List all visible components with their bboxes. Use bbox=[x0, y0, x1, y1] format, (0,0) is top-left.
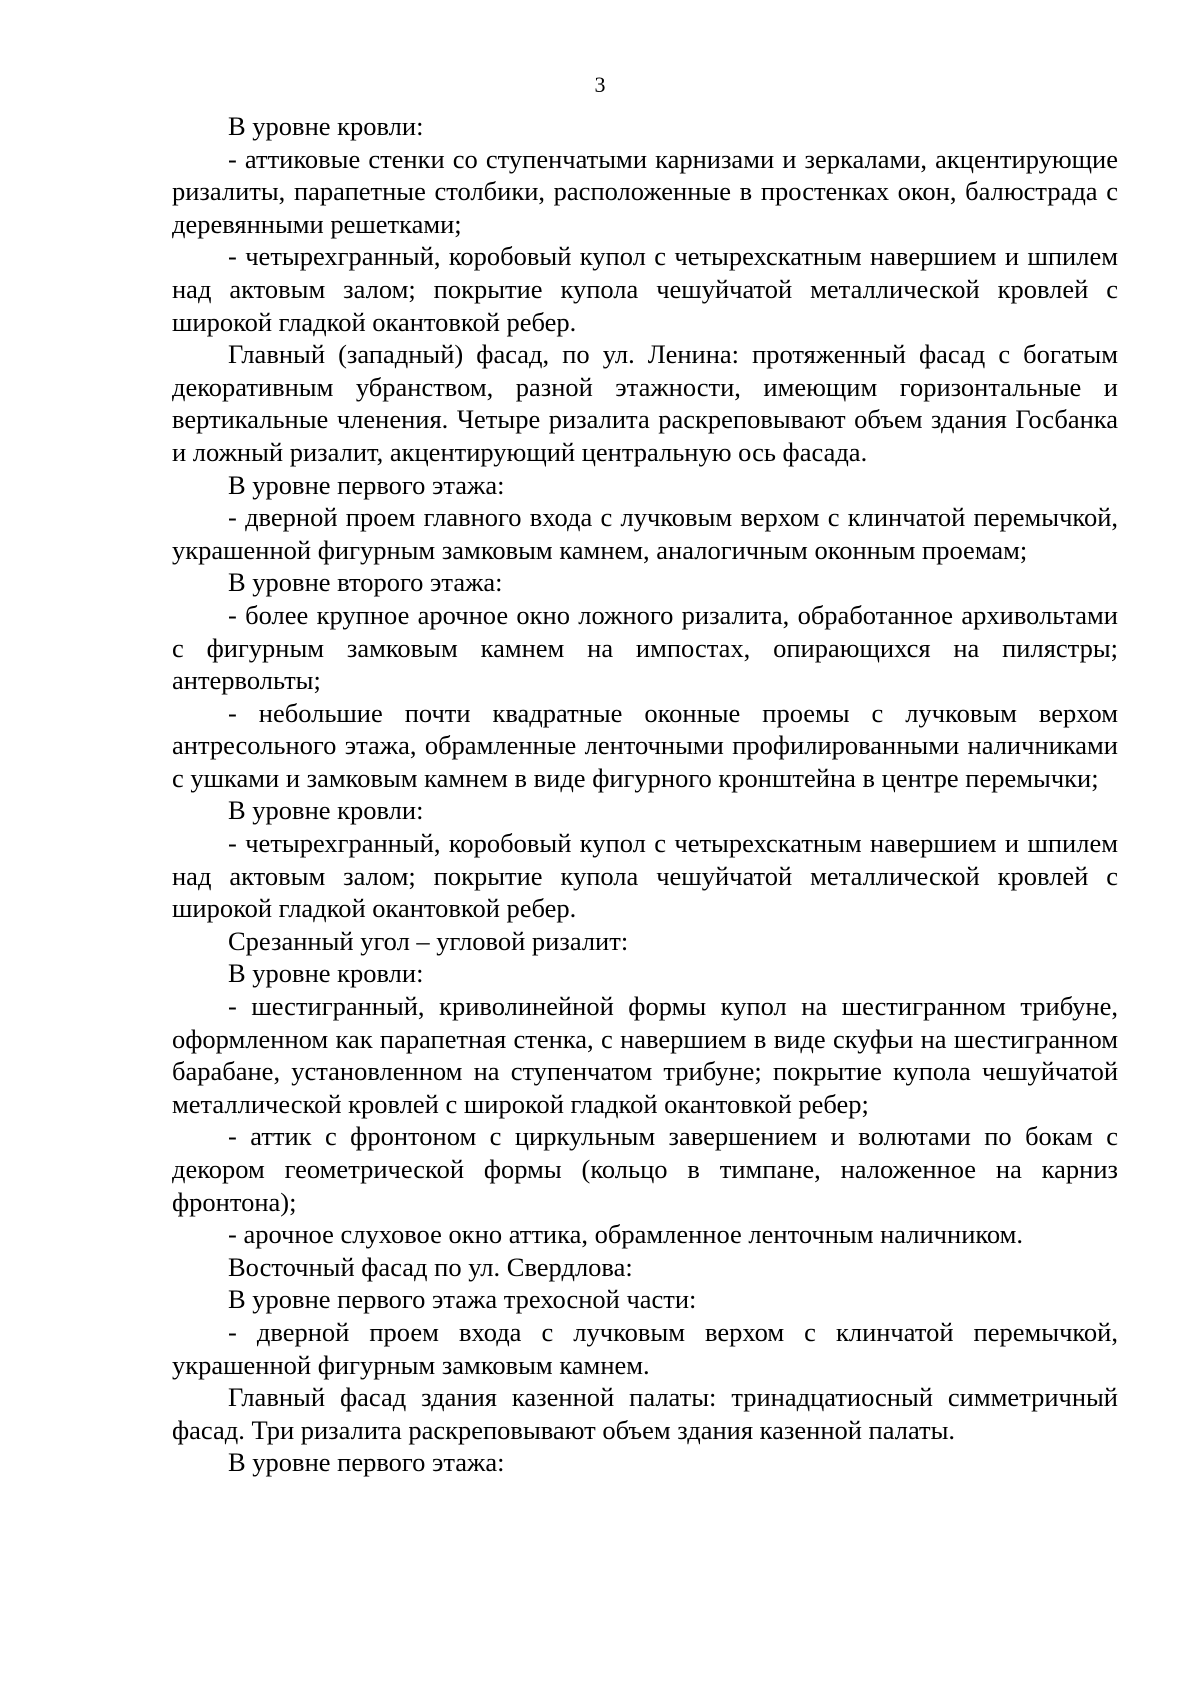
paragraph: В уровне кровли: bbox=[228, 958, 424, 989]
paragraph: В уровне первого этажа: bbox=[228, 469, 505, 500]
paragraph: В уровне второго этажа: bbox=[228, 567, 503, 598]
paragraph: В уровне кровли: bbox=[228, 795, 424, 826]
paragraph: Восточный фасад по ул. Свердлова: bbox=[228, 1251, 633, 1282]
paragraph: Главный (западный) фасад, по ул. Ленина: протяженный фасад с богатым декоративным убранством, разной этажности, имеющим горизонтальные и вертикальные членения. Четыре ризалита раскреповывают объем здания Госбанка и ложный ризалит, акцентирующий центральную ось фасада. bbox=[172, 339, 1118, 467]
paragraph: - более крупное арочное окно ложного ризалита, обработанное архивольтами с фигурным замковым камнем на импостах, опирающихся на пилястры; антервольты; bbox=[172, 599, 1118, 696]
paragraph: В уровне первого этажа: bbox=[228, 1447, 505, 1478]
paragraph: Срезанный угол – угловой ризалит: bbox=[228, 925, 629, 956]
document-body bbox=[172, 110, 1118, 1479]
paragraph: Главный фасад здания казенной палаты: тринадцатиосный симметричный фасад. Три ризалита раскреповывают объем здания казенной палаты. bbox=[172, 1382, 1118, 1445]
paragraph: В уровне первого этажа трехосной части: bbox=[228, 1284, 697, 1315]
paragraph: - шестигранный, криволинейной формы купол на шестигранном трибуне, оформленном как парапетная стенка, с навершием в виде скуфьи на шестигранном барабане, установленном на ступенчатом трибуне; покрытие купола чешуйчатой металлической кровлей с широкой гладкой окантовкой ребер; bbox=[172, 991, 1118, 1119]
paragraph: - четырехгранный, коробовый купол с четырехскатным навершием и шпилем над актовым залом; покрытие купола чешуйчатой металлической кровлей с широкой гладкой окантовкой ребер. bbox=[172, 241, 1118, 337]
paragraph: - арочное слуховое окно аттика, обрамленное ленточным наличником. bbox=[228, 1219, 1024, 1250]
paragraph: В уровне кровли: bbox=[228, 111, 424, 141]
paragraph: - дверной проем главного входа с лучковым верхом с клинчатой перемычкой, украшенной фигурным замковым камнем, аналогичным оконным проемам; bbox=[172, 502, 1118, 565]
paragraph: - аттик с фронтоном с циркульным завершением и волютами по бокам с декором геометрической формы (кольцо в тимпане, наложенное на карниз фронтона); bbox=[172, 1121, 1118, 1217]
paragraph: - четырехгранный, коробовый купол с четырехскатным навершием и шпилем над актовым залом; покрытие купола чешуйчатой металлической кровлей с широкой гладкой окантовкой ребер. bbox=[172, 828, 1118, 924]
paragraph: - аттиковые стенки со ступенчатыми карнизами и зеркалами, акцентирующие ризалиты, парапетные столбики, расположенные в простенках окон, балюстрада с деревянными решетками; bbox=[172, 143, 1118, 239]
paragraph: - дверной проем входа с лучковым верхом с клинчатой перемычкой, украшенной фигурным замковым камнем. bbox=[172, 1316, 1118, 1380]
paragraph: - небольшие почти квадратные оконные проемы с лучковым верхом антресольного этажа, обрамленные ленточными профилированными наличниками с ушками и замковым камнем в виде фигурного кронштейна в центре перемычки; bbox=[172, 697, 1118, 793]
page-number: 3 bbox=[594, 72, 606, 97]
